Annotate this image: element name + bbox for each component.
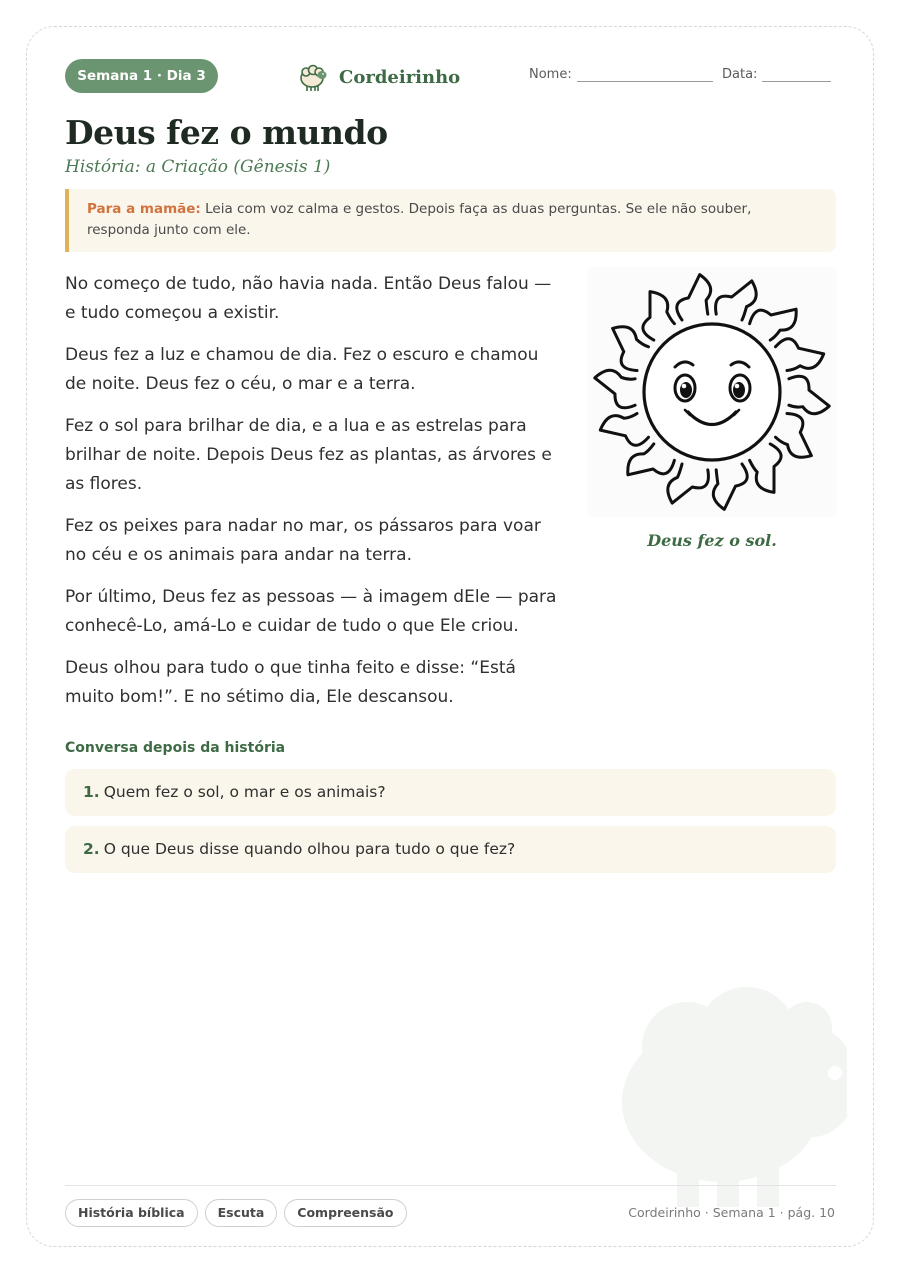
sun-ray: [668, 464, 709, 503]
sun-ray: [789, 376, 829, 413]
story-paragraph: Fez os peixes para nadar no mar, os pássaros para voar no céu e os animais para andar na terra.: [65, 516, 541, 565]
date-field[interactable]: [722, 67, 831, 82]
sun-ray: [750, 444, 782, 493]
name-line: [577, 68, 713, 82]
note-lead: Para a mamãe:: [87, 201, 201, 217]
question-number: 1.: [83, 783, 100, 801]
sun-ray: [643, 292, 675, 341]
worksheet-page: [26, 26, 874, 1247]
brand-name: Cordeirinho: [339, 66, 461, 88]
name-field[interactable]: [529, 67, 713, 82]
sheep-logo-icon: [297, 61, 329, 93]
question-text: Quem fez o sol, o mar e os animais?: [103, 783, 386, 801]
story-paragraph: No começo de tudo, não havia nada. Então Deus falou — e tudo começou a existir.: [65, 274, 552, 323]
sun-ray: [776, 339, 824, 371]
sun-illustration-frame: [587, 267, 837, 517]
parent-note: [65, 189, 836, 252]
note-text: Leia com voz calma e gestos. Depois faça as duas perguntas. Se ele não souber, responda junto com ele.: [87, 201, 752, 238]
conversation-heading: Conversa depois da história: [65, 740, 286, 756]
name-label: Nome:: [529, 67, 572, 82]
question-item: [65, 769, 836, 816]
date-label: Data:: [722, 67, 758, 82]
sun-ray: [716, 281, 757, 320]
footer-divider: [65, 1185, 836, 1186]
brand: [297, 61, 460, 93]
question-number: 2.: [83, 840, 100, 858]
sun-ray: [600, 414, 648, 446]
page-subtitle: História: a Criação (Gênesis 1): [65, 157, 331, 177]
story-paragraph: Fez o sol para brilhar de dia, e a lua e as estrelas para brilhar de noite. Depois Deus fez as plantas, as árvores e as flores.: [65, 416, 552, 494]
sun-ray: [776, 414, 812, 458]
date-line: [762, 68, 831, 82]
illustration-caption: Deus fez o sol.: [647, 531, 777, 550]
tag-historia-biblica: História bíblica: [65, 1199, 198, 1227]
story-paragraph: Deus olhou para tudo o que tinha feito e disse: “Está muito bom!”. E no sétimo dia, Ele descansou.: [65, 658, 516, 707]
smiling-sun-icon: [587, 267, 837, 517]
sun-ray: [595, 370, 635, 407]
week-day-badge: Semana 1 · Dia 3: [65, 59, 218, 93]
sun-ray: [613, 327, 649, 371]
sun-ray: [713, 464, 747, 509]
sun-ray: [628, 444, 675, 475]
skill-tags: [65, 1199, 414, 1227]
illustration: [587, 267, 837, 550]
sheep-watermark-icon: [617, 977, 847, 1207]
page-info: Cordeirinho · Semana 1 · pág. 10: [628, 1205, 835, 1220]
question-text: O que Deus disse quando olhou para tudo o que fez?: [103, 840, 516, 858]
sun-ray: [677, 275, 711, 320]
story-paragraph: Por último, Deus fez as pessoas — à imagem dEle — para conhecê-Lo, amá-Lo e cuidar de tudo o que Ele criou.: [65, 587, 557, 636]
tag-compreensao: Compreensão: [284, 1199, 406, 1227]
page-title: Deus fez o mundo: [65, 113, 388, 152]
question-item: [65, 826, 836, 873]
tag-escuta: Escuta: [205, 1199, 278, 1227]
story-paragraph: Deus fez a luz e chamou de dia. Fez o escuro e chamou de noite. Deus fez o céu, o mar e a terra.: [65, 345, 539, 394]
story-text: [65, 270, 565, 725]
sun-ray: [750, 309, 797, 340]
